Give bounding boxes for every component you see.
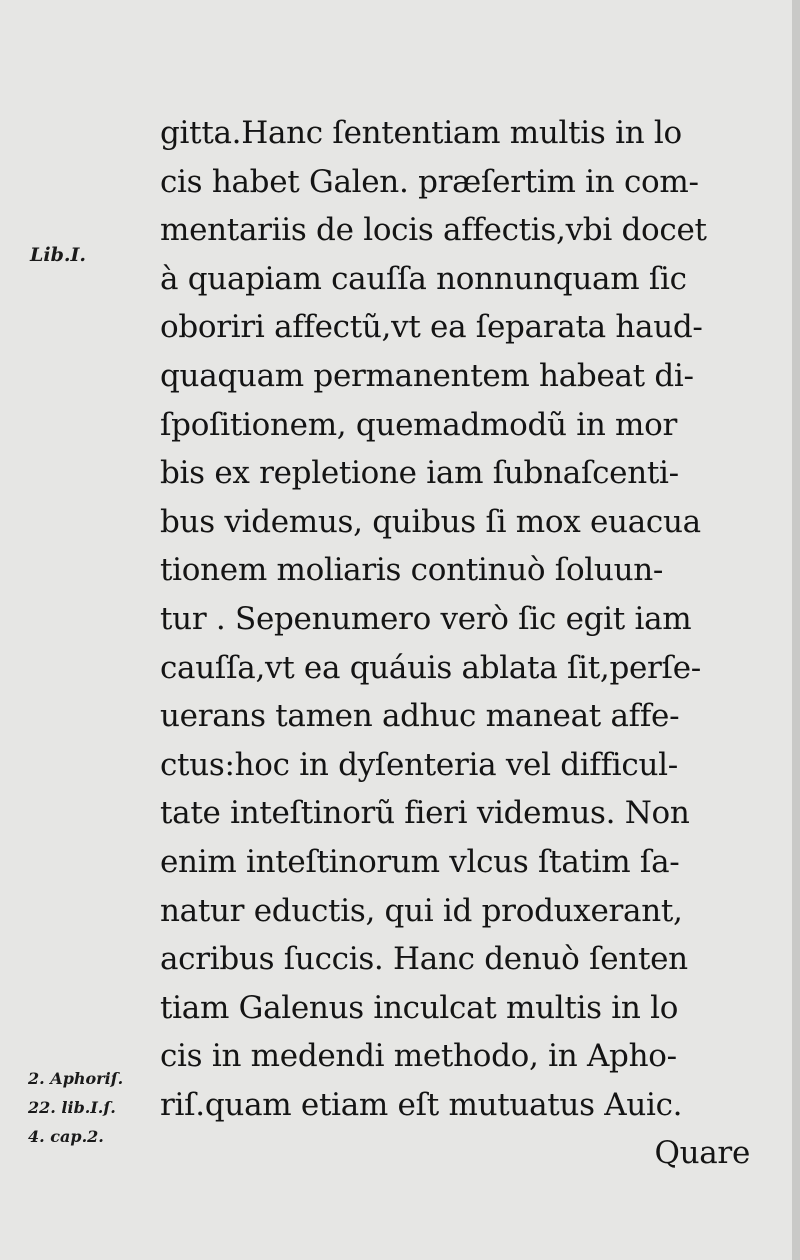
margin-note-lib: Lib.I. — [30, 244, 86, 266]
text-line: oboriri affectũ,vt ea ſeparata haud- — [160, 309, 703, 346]
text-line: quaquam permanentem habeat di- — [160, 357, 694, 394]
text-line: mentariis de locis affectis,vbi docet — [160, 212, 707, 249]
text-line: ſpoſitionem, quemadmodũ in mor — [160, 406, 678, 443]
text-line: enim inteſtinorum vlcus ſtatim ſa- — [160, 843, 680, 880]
margin-note-references — [28, 1064, 123, 1151]
text-line: cis in medendi methodo, in Apho- — [160, 1038, 677, 1075]
text-line: cauſſa,vt ea quáuis ablata ſit,perſe- — [160, 649, 701, 686]
text-line: bis ex repletione iam ſubnaſcenti- — [160, 455, 679, 492]
page-edge — [792, 0, 800, 1260]
text-line: tiam Galenus inculcat multis in lo — [160, 989, 679, 1026]
text-line: natur eductis, qui id produxerant, — [160, 892, 683, 929]
catchword: Quare — [654, 1135, 750, 1172]
text-line: tur . Sepenumero verò ſic egit iam — [160, 600, 692, 637]
text-line: gitta.Hanc ſententiam multis in lo — [160, 115, 682, 151]
text-line: tate inteſtinorũ fieri videmus. Non — [160, 795, 690, 832]
margin-ref-line: 22. lib.I.ſ. — [28, 1098, 116, 1117]
text-line: acribus ſuccis. Hanc denuò ſenten — [160, 941, 688, 978]
text-line: à quapiam cauſſa nonnunquam ſic — [160, 260, 687, 297]
text-line: bus videmus, quibus ſi mox euacua — [160, 503, 701, 540]
margin-ref-line: 4. cap.2. — [28, 1127, 104, 1146]
text-line: riſ.quam etiam eſt mutuatus Auic. — [160, 1086, 683, 1123]
margin-ref-line: 2. Aphoriſ. — [28, 1069, 124, 1088]
text-line: ctus:hoc in dyſenteria vel difficul- — [160, 746, 678, 783]
text-line: tionem moliaris continuò ſoluun- — [160, 552, 664, 589]
text-line: cis habet Galen. præſertim in com- — [160, 163, 699, 200]
body-text — [160, 109, 750, 1178]
text-line: uerans tamen adhuc maneat affe- — [160, 698, 680, 735]
